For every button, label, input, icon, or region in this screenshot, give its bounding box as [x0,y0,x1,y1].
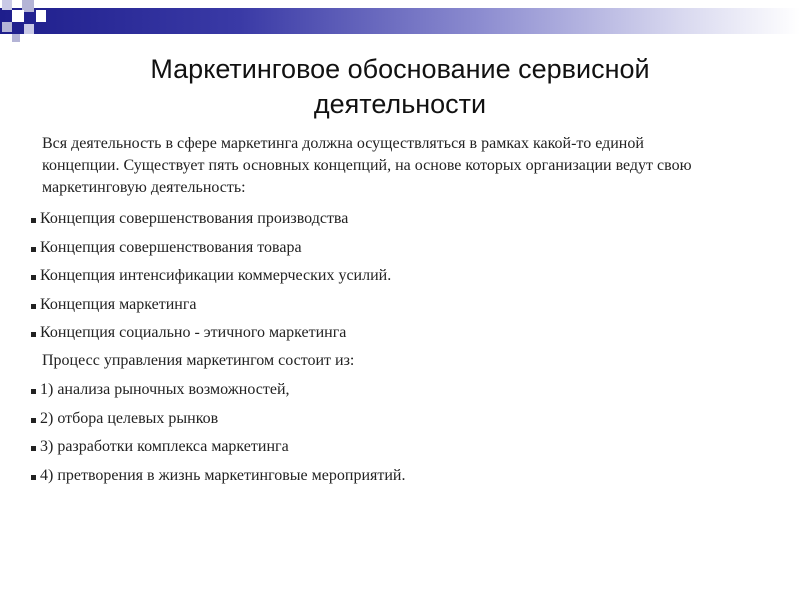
concept-text: Концепция интенсификации коммерческих усилий. [40,267,392,284]
decor-square [24,24,34,34]
bullet-square-icon [31,475,36,480]
process-step-text: 4) претворения в жизнь маркетинговые мероприятий. [40,466,406,484]
process-step-text: 2) отбора целевых рынков [40,409,219,427]
list-item [26,464,746,493]
bullet-square-icon [31,247,36,252]
process-heading: Процесс управления маркетингом состоит из: [42,351,355,369]
bullet-square-icon [31,446,36,451]
list-item [26,207,746,236]
list-item [26,435,746,464]
concept-text: Концепция совершенствования товара [40,238,302,256]
list-item [26,293,746,322]
bullet-square-icon [31,418,36,423]
decor-square [12,10,24,22]
list-item [26,321,746,350]
decor-square [2,22,12,32]
concept-text: Концепция маркетинга [40,295,197,313]
bullet-square-icon [31,275,36,280]
title-line-1: Маркетинговое обоснование сервисной [150,54,650,84]
bullet-square-icon [31,332,36,337]
concept-text: Концепция совершенствования производства [40,210,349,227]
bullet-square-icon [31,218,36,223]
list-item [26,378,746,407]
title-line-2: деятельности [313,89,487,119]
bullet-square-icon [31,304,36,309]
process-step-text: 3) разработки комплекса маркетинга [40,438,289,455]
decor-square [36,10,46,22]
list-item [26,407,746,436]
bullet-square-icon [31,389,36,394]
list-item [26,264,746,293]
decor-square [2,0,12,10]
header-bar [0,8,800,34]
slide-content [26,133,746,492]
list-item [26,236,746,265]
concept-text: Концепция социально - этичного маркетинга [40,324,347,341]
decor-square [12,34,20,42]
process-step-text: 1) анализа рыночных возможностей, [40,381,290,398]
intro-paragraph: Вся деятельность в сфере маркетинга должна осуществляться в рамках какой-то единой концепции. Существует пять основных концепций, на основе которых организации ведут свою маркетинговую деятельность: [42,135,692,196]
slide-title [40,52,760,122]
